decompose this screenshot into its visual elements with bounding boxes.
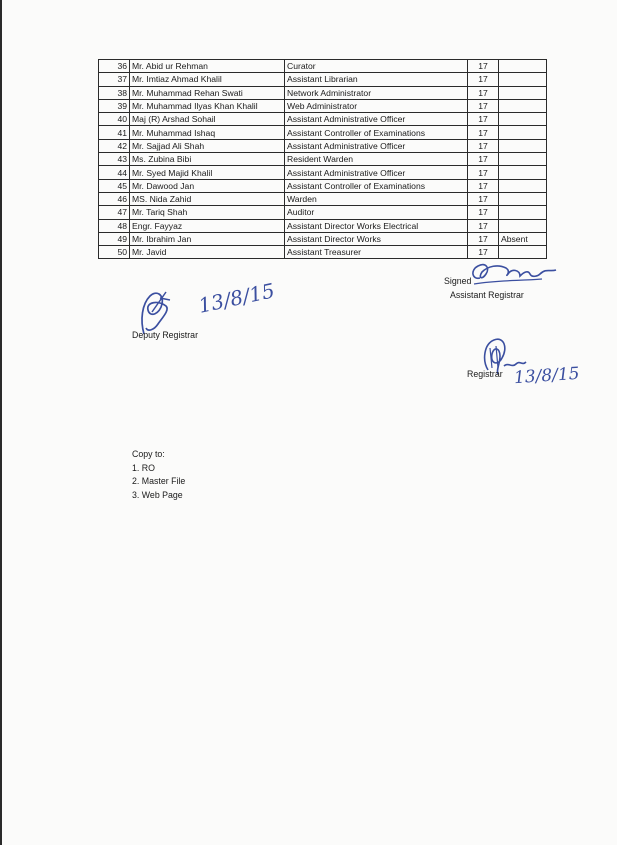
remarks-cell [499, 139, 547, 152]
remarks-cell [499, 153, 547, 166]
grade-cell: 17 [468, 232, 499, 245]
copy-to-heading: Copy to: [132, 449, 165, 459]
copy-to-item: 2. Master File [132, 476, 186, 487]
grade-cell: 17 [468, 99, 499, 112]
grade-cell: 17 [468, 60, 499, 73]
name-cell: Mr. Muhammad Rehan Swati [130, 86, 285, 99]
serial-number-cell: 39 [99, 99, 130, 112]
table-row [99, 232, 547, 245]
grade-cell: 17 [468, 73, 499, 86]
serial-number-cell: 44 [99, 166, 130, 179]
grade-cell: 17 [468, 192, 499, 205]
serial-number-cell: 47 [99, 206, 130, 219]
serial-number-cell: 49 [99, 232, 130, 245]
serial-number-cell: 48 [99, 219, 130, 232]
remarks-cell [499, 99, 547, 112]
name-cell: Mr. Javid [130, 246, 285, 259]
name-cell: Mr. Syed Majid Khalil [130, 166, 285, 179]
designation-cell: Network Administrator [285, 86, 468, 99]
serial-number-cell: 40 [99, 113, 130, 126]
grade-cell: 17 [468, 153, 499, 166]
signed-label: Signed [444, 276, 472, 286]
table-row [99, 113, 547, 126]
table-row [99, 73, 547, 86]
designation-cell: Assistant Treasurer [285, 246, 468, 259]
name-cell: Mr. Tariq Shah [130, 206, 285, 219]
grade-cell: 17 [468, 126, 499, 139]
remarks-cell [499, 179, 547, 192]
name-cell: Mr. Imtiaz Ahmad Khalil [130, 73, 285, 86]
table-row [99, 99, 547, 112]
designation-cell: Assistant Controller of Examinations [285, 179, 468, 192]
remarks-cell [499, 126, 547, 139]
designation-cell: Curator [285, 60, 468, 73]
name-cell: Ms. Zubina Bibi [130, 153, 285, 166]
grade-cell: 17 [468, 179, 499, 192]
name-cell: Mr. Dawood Jan [130, 179, 285, 192]
table-row [99, 166, 547, 179]
designation-cell: Resident Warden [285, 153, 468, 166]
designation-cell: Warden [285, 192, 468, 205]
grade-cell: 17 [468, 86, 499, 99]
remarks-cell: Absent [499, 232, 547, 245]
grade-cell: 17 [468, 219, 499, 232]
grade-cell: 17 [468, 166, 499, 179]
designation-cell: Assistant Director Works Electrical [285, 219, 468, 232]
remarks-cell [499, 219, 547, 232]
designation-cell: Auditor [285, 206, 468, 219]
remarks-cell [499, 206, 547, 219]
name-cell: Maj (R) Arshad Sohail [130, 113, 285, 126]
name-cell: MS. Nida Zahid [130, 192, 285, 205]
name-cell: Engr. Fayyaz [130, 219, 285, 232]
serial-number-cell: 45 [99, 179, 130, 192]
designation-cell: Assistant Administrative Officer [285, 113, 468, 126]
designation-cell: Assistant Director Works [285, 232, 468, 245]
name-cell: Mr. Muhammad Ishaq [130, 126, 285, 139]
serial-number-cell: 36 [99, 60, 130, 73]
table-row [99, 139, 547, 152]
designation-cell: Web Administrator [285, 99, 468, 112]
deputy-handwritten-date: 13/8/15 [196, 278, 277, 318]
name-cell: Mr. Muhammad Ilyas Khan Khalil [130, 99, 285, 112]
remarks-cell [499, 73, 547, 86]
name-cell: Mr. Ibrahim Jan [130, 232, 285, 245]
remarks-cell [499, 166, 547, 179]
designation-cell: Assistant Administrative Officer [285, 166, 468, 179]
grade-cell: 17 [468, 139, 499, 152]
remarks-cell [499, 113, 547, 126]
copy-to-item: 1. RO [132, 462, 155, 473]
table-row [99, 153, 547, 166]
designation-cell: Assistant Controller of Examinations [285, 126, 468, 139]
assistant-registrar-label: Assistant Registrar [450, 290, 524, 300]
copy-to-section [132, 448, 185, 502]
remarks-cell [499, 86, 547, 99]
table-row [99, 86, 547, 99]
remarks-cell [499, 192, 547, 205]
serial-number-cell: 50 [99, 246, 130, 259]
serial-number-cell: 43 [99, 153, 130, 166]
remarks-cell [499, 60, 547, 73]
serial-number-cell: 42 [99, 139, 130, 152]
registrar-label: Registrar [467, 369, 503, 379]
serial-number-cell: 38 [99, 86, 130, 99]
name-cell: Mr. Sajjad Ali Shah [130, 139, 285, 152]
grade-cell: 17 [468, 113, 499, 126]
table-row [99, 60, 547, 73]
table-row [99, 246, 547, 259]
serial-number-cell: 46 [99, 192, 130, 205]
staff-table [98, 59, 547, 259]
table-row [99, 179, 547, 192]
table-row [99, 192, 547, 205]
deputy-registrar-label: Deputy Registrar [132, 330, 199, 340]
table-row [99, 206, 547, 219]
assistant-registrar-signature [468, 258, 568, 292]
grade-cell: 17 [468, 206, 499, 219]
serial-number-cell: 41 [99, 126, 130, 139]
page-edge [0, 0, 2, 845]
name-cell: Mr. Abid ur Rehman [130, 60, 285, 73]
designation-cell: Assistant Administrative Officer [285, 139, 468, 152]
grade-cell: 17 [468, 246, 499, 259]
serial-number-cell: 37 [99, 73, 130, 86]
remarks-cell [499, 246, 547, 259]
designation-cell: Assistant Librarian [285, 73, 468, 86]
copy-to-item: 3. Web Page [132, 489, 183, 500]
table-row [99, 126, 547, 139]
table-row [99, 219, 547, 232]
registrar-handwritten-date: 13/8/15 [513, 363, 581, 389]
